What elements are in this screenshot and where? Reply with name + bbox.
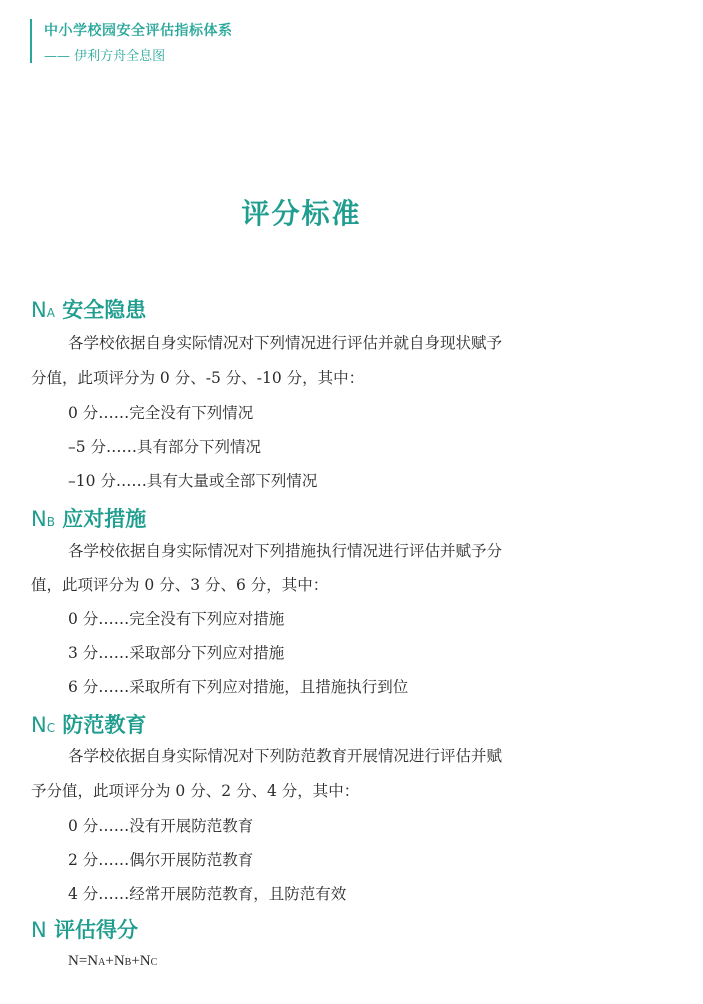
- paragraph-line: 各学校依据自身实际情况对下列措施执行情况进行评估并赋予分: [68, 542, 503, 560]
- score-item: 2 分……偶尔开展防范教育: [68, 851, 254, 869]
- score-formula: [68, 953, 157, 970]
- section-subscript: A: [46, 306, 55, 320]
- section-heading-text: 安全隐患: [62, 298, 147, 322]
- formula-subscript: A: [98, 957, 106, 968]
- paragraph-line: 各学校依据自身实际情况对下列防范教育开展情况进行评估并赋: [68, 747, 503, 765]
- score-item: –5 分……具有部分下列情况: [68, 438, 262, 456]
- score-item: –10 分……具有大量或全部下列情况: [68, 472, 318, 490]
- section-heading-text: 防范教育: [62, 713, 147, 737]
- section-symbol: N: [31, 507, 47, 531]
- header-accent-bar: [30, 19, 32, 63]
- section-heading-text: 应对措施: [62, 507, 147, 531]
- paragraph-line: 分值，此项评分为 0 分、-5 分、-10 分，其中：: [31, 369, 365, 387]
- section-heading-text: 评估得分: [54, 918, 139, 942]
- section-subscript: C: [46, 721, 56, 735]
- section-symbol: N: [31, 298, 47, 322]
- formula-part: +N: [105, 953, 125, 969]
- section-symbol: N: [31, 713, 47, 737]
- section-subscript: B: [46, 515, 55, 529]
- header-subtitle: —— 伊利方舟全息图: [44, 49, 166, 64]
- section-heading-safety-hazards: [31, 294, 146, 324]
- formula-subscript: B: [124, 957, 132, 968]
- score-item: 6 分……采取所有下列应对措施，且措施执行到位: [68, 678, 409, 696]
- section-symbol: N: [31, 918, 47, 942]
- score-item: 4 分……经常开展防范教育，且防范有效: [68, 885, 347, 903]
- page-title: 评分标准: [241, 197, 362, 230]
- score-item: 3 分……采取部分下列应对措施: [68, 644, 285, 662]
- score-item: 0 分……没有开展防范教育: [68, 817, 254, 835]
- header-title: 中小学校园安全评估指标体系: [44, 23, 233, 39]
- paragraph-line: 各学校依据自身实际情况对下列情况进行评估并就自身现状赋予: [68, 334, 503, 352]
- formula-part: +N: [131, 953, 151, 969]
- section-heading-assessment-score: [31, 914, 138, 944]
- section-heading-prevention-education: [31, 709, 146, 739]
- formula-subscript: C: [150, 957, 158, 968]
- paragraph-line: 予分值，此项评分为 0 分、2 分、4 分，其中：: [31, 782, 360, 800]
- score-item: 0 分……完全没有下列情况: [68, 404, 254, 422]
- formula-part: N=N: [68, 953, 99, 969]
- score-item: 0 分……完全没有下列应对措施: [68, 610, 285, 628]
- paragraph-line: 值，此项评分为 0 分、3 分、6 分，其中：: [31, 576, 329, 594]
- section-heading-countermeasures: [31, 503, 146, 533]
